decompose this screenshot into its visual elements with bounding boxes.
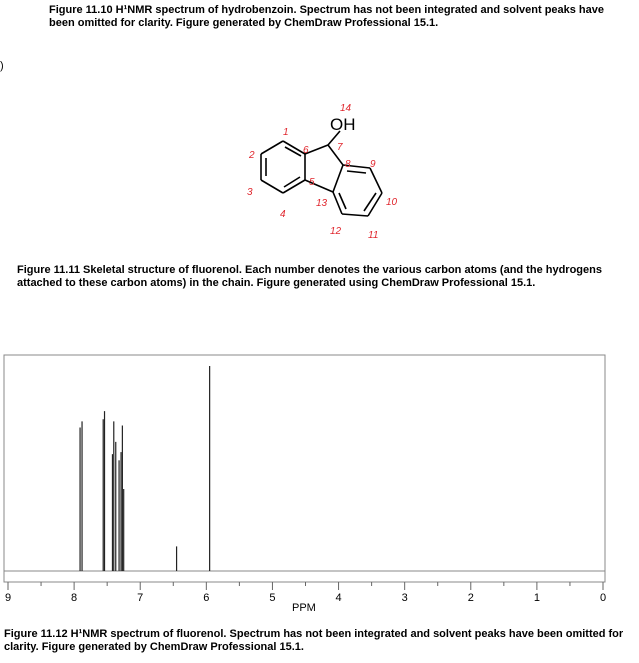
plot-frame xyxy=(4,355,605,582)
tick-label-1: 1 xyxy=(533,592,540,604)
atom-label-4: 4 xyxy=(280,209,286,220)
margin-mark: ) xyxy=(0,60,4,72)
atom-label-11: 11 xyxy=(368,230,379,241)
atom-label-8: 8 xyxy=(345,159,351,170)
tick-label-9: 9 xyxy=(4,592,12,604)
atom-label-12: 12 xyxy=(330,226,342,237)
atom-label-1: 1 xyxy=(283,127,289,138)
atom-label-9: 9 xyxy=(370,159,376,170)
tick-label-3: 3 xyxy=(401,592,408,604)
x-axis-label: PPM xyxy=(292,602,316,614)
atom-label-5: 5 xyxy=(309,177,315,188)
tick-label-6: 6 xyxy=(203,592,210,604)
tick-label-7: 7 xyxy=(137,592,144,604)
figure-caption-spectrum: Figure 11.12 H¹NMR spectrum of fluorenol. Spectrum has not been integrated and solvent peaks have been omitted for clarity. Figure generated by ChemDraw Professional 15.1. xyxy=(4,628,624,653)
atom-label-7: 7 xyxy=(337,142,343,153)
tick-label-0: 0 xyxy=(599,592,607,604)
atom-label-3: 3 xyxy=(247,187,253,198)
atom-label-13: 13 xyxy=(316,198,328,209)
figure-caption-structure: Figure 11.11 Skeletal structure of fluorenol. Each number denotes the various carbon atoms (and the hydrogens attached to these carbon atoms) in the chain. Figure generated using ChemDraw Professional 15.1. xyxy=(17,264,602,289)
tick-label-4: 4 xyxy=(335,592,342,604)
hydroxyl-label: OH xyxy=(330,115,356,134)
atom-label-6: 6 xyxy=(303,145,309,156)
figure-caption-top: Figure 11.10 H¹NMR spectrum of hydrobenzoin. Spectrum has not been integrated and solvent peaks have been omitted for clarity. Figure generated by ChemDraw Professional 15.1. xyxy=(49,4,605,29)
tick-label-2: 2 xyxy=(467,592,474,604)
tick-label-8: 8 xyxy=(71,592,78,604)
atom-label-10: 10 xyxy=(386,197,398,208)
atom-label-14: 14 xyxy=(340,103,352,114)
tick-label-5: 5 xyxy=(269,592,276,604)
atom-label-2: 2 xyxy=(249,150,255,161)
